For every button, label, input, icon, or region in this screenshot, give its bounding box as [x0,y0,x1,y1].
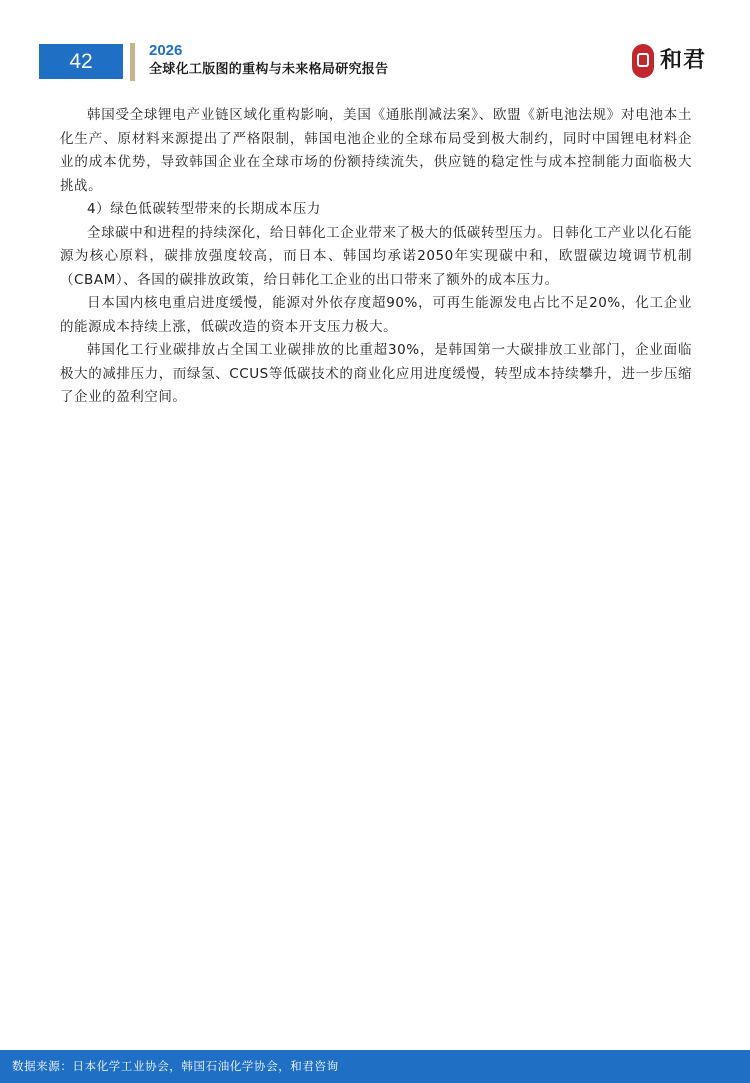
page-number: 42 [39,44,123,79]
report-title: 全球化工版图的重构与未来格局研究报告 [149,62,389,77]
page-footer [0,1050,750,1083]
logo-text: 和君 [660,48,707,73]
paragraph-japan-energy: 日本国内核电重启进度缓慢，能源对外依存度超90%，可再生能源发电占比不足20%，化工企业的能源成本持续上涨，低碳改造的资本开支压力极大。 [60,295,692,335]
report-year: 2026 [149,42,183,59]
company-logo [632,42,722,82]
paragraph-korea-battery: 韩国受全球锂电产业链区域化重构影响，美国《通胀削减法案》、欧盟《新电池法规》对电池本土化生产、原材料来源提出了严格限制，韩国电池企业的全球布局受到极大制约，同时中国锂电材料企业的成本优势，导致韩国企业在全球市场的份额持续流失，供应链的稳定性与成本控制能力面临极大挑战。 [60,107,692,194]
seal-icon [632,44,654,78]
section-subheading: 4）绿色低碳转型带来的长期成本压力 [87,201,321,217]
paragraph-korea-emissions: 韩国化工行业碳排放占全国工业碳排放的比重超30%，是韩国第一大碳排放工业部门，企业面临极大的减排压力，而绿氢、CCUS等低碳技术的商业化应用进度缓慢，转型成本持续攀升，进一步压缩了企业的盈利空间。 [60,342,692,405]
paragraph-carbon-neutral: 全球碳中和进程的持续深化，给日韩化工企业带来了极大的低碳转型压力。日韩化工产业以化石能源为核心原料，碳排放强度较高，而日本、韩国均承诺2050年实现碳中和，欧盟碳边境调节机制（CBAM）、各国的碳排放政策，给日韩化工企业的出口带来了额外的成本压力。 [60,224,692,288]
data-source: 数据来源：日本化学工业协会，韩国石油化学协会，和君咨询 [12,1059,339,1073]
header-divider [130,43,135,81]
main-content [60,104,692,410]
